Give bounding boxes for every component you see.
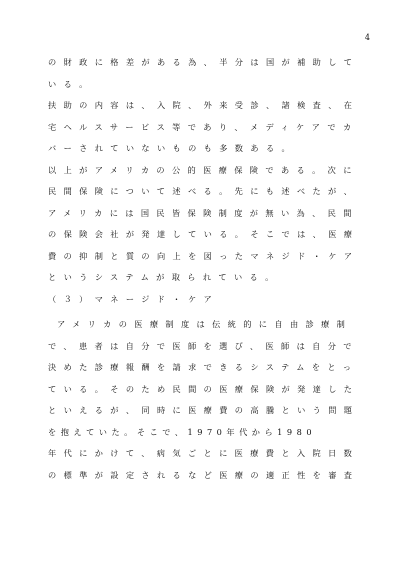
text-line: 年代にかけて、病気ごとに医療費と入院日数 (48, 448, 360, 458)
text-line: バーされていないものも多数ある。 (48, 143, 298, 153)
text-line: といえるが、同時に医療費の高騰という問題 (48, 405, 360, 415)
text-line: 扶助の内容は、入院、外来受診、諸検査、在 (48, 100, 360, 110)
body-text (48, 52, 364, 486)
text-line: アメリカの医療制度は伝統的に自由診療制 (57, 319, 353, 329)
section-heading: （３）マネージド・ケア (48, 293, 220, 304)
text-line: ている。そのため民間の医療保険が発達した (48, 383, 360, 394)
text-line: の財政に格差がある為、半分は国が補助して (48, 57, 360, 67)
text-line: の標準が設定されるなど医療の適正性を審査 (48, 469, 360, 480)
text-line: 以上がアメリカの公的医療保険である。次に (48, 164, 359, 175)
text-line: というシステムが取られている。 (48, 272, 281, 282)
text-line: 民間保険について述べる。先にも述べたが、 (48, 186, 360, 196)
text-line: を抱えていた。そこで、1970年代から1980 (48, 426, 317, 437)
page-number: 4 (364, 33, 370, 42)
text-line: の保険会社が発達している。そこでは、医療 (48, 229, 360, 239)
text-line: 決めた診療報酬を請求できるシステムをとっ (48, 362, 359, 372)
text-line: 費の抑制と質の向上を図ったマネジド・ケア (48, 250, 360, 261)
text-line: いる。 (48, 78, 95, 89)
text-line: 宅ヘルスサービス等であり、メディケアでカ (48, 121, 359, 132)
text-line: アメリカには国民皆保険制度が無い為、民間 (48, 207, 359, 218)
text-line: で、患者は自分で医師を選び、医師は自分で (48, 340, 359, 351)
